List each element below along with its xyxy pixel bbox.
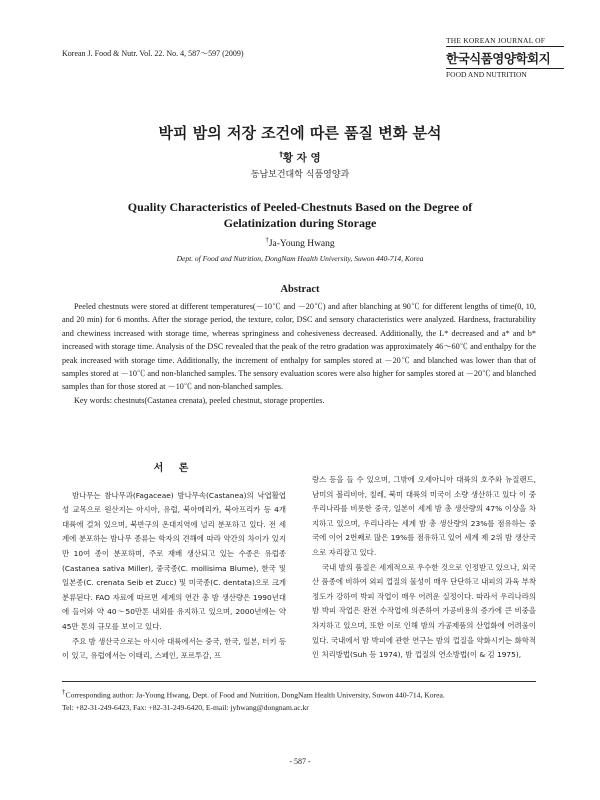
footnote-contact: Tel: +82-31-249-6423, Fax: +82-31-249-6420, E-mail: jyhwang@dongnam.ac.kr	[62, 702, 309, 712]
section-heading-introduction: 서 론	[153, 463, 195, 474]
intro-paragraph: 랑스 등을 들 수 있으며, 그밖에 오세아니아 대륙의 호주와 뉴질랜드, 남미의 볼리비아, 칠레, 북미 대륙의 미국이 소량 생산하고 있다 이 중 우리나라를 비롯한 중국, 일본이 세계 밤 총 생산량의 47% 이상을 차지하고 있으며, 우리나라는 세계 밤 총 생산량의 23%를 점유하는 중국에 이어 2번째로 많은 19%를 점유하고 있어 세계 제 2위 밤 생산국으로 자리잡고 있다.	[312, 475, 536, 557]
intro-paragraph: 국내 밤의 품질은 세계적으로 우수한 것으로 인정받고 있으나, 외국산 품종에 비하여 외피 껍질의 물성이 매우 단단하고 내피의 과육 부착 정도가 강하여 박피 작업이 매우 어려운 실정이다. 따라서 우리나라의 밤 박피 작업은 완전 수작업에 의존하여 가공비용의 증가에 큰 비중을 차지하고 있으며, 또한 이로 인해 밤의 가공제품의 산업화에 어려움이 있다. 국내에서 밤 박피에 관한 연구는 밤의 껍질을 약화시키는 화학적인 처리방법(Suh 등 1974), 밤 껍질의 연소방법(이 & 김 1975),	[312, 562, 536, 660]
footnote	[62, 686, 536, 714]
footnote-mark: †	[62, 688, 66, 696]
corresponding-mark-en: †	[265, 236, 269, 244]
abstract-body	[62, 300, 536, 407]
affiliation-korean: 동남보건대학 식품영양과	[250, 170, 350, 180]
journal-name-en-bottom: FOOD AND NUTRITION	[446, 68, 564, 79]
page-number: - 587 -	[289, 757, 311, 766]
affiliation-english: Dept. of Food and Nutrition, DongNam Health University, Suwon 440-714, Korea	[176, 254, 424, 263]
abstract-heading: Abstract	[280, 284, 320, 295]
journal-logo	[446, 36, 564, 79]
column-left	[62, 462, 286, 664]
footnote-divider	[62, 681, 536, 682]
author-english	[0, 236, 600, 249]
author-english-name: Ja-Young Hwang	[268, 239, 335, 250]
footnote-line1	[62, 686, 536, 702]
journal-citation: Korean J. Food & Nutr. Vol. 22. No. 4, 587～597 (2009)	[62, 49, 244, 58]
keywords: Key words: chestnuts(Castanea crenata), peeled chestnut, storage properties.	[74, 395, 325, 405]
journal-name-ko: 한국식품영양학회지	[446, 51, 551, 66]
intro-paragraph: 밤나무는 참나무과(Fagaceae) 밤나무속(Castanea)의 낙엽활엽성 교목으로 원산지는 아시아, 유럽, 북아메리카, 북아프리카 등 4개 대륙에 걸쳐 있으며, 북반구의 온대지역에 널리 분포하고 있다. 전 세계에 분포하는 밤나무 종류는 학자의 견해에 따라 약간의 차이가 있지만 10여 종이 분포하며, 주로 재배 생산되고 있는 수종은 유럽종(Castanea sativa Miller), 중국종(C. mollisima Blume), 한국 및 일본종(C. crenata Seib et Zucc) 및 미국종(C. dentata)으로 크게 분류된다. FAO 자료에 따르면 세계의 연간 총 밤 생산량은 1990년대에 들어와 약 40～50만톤 내외를 유지하고 있으며, 2000년에는 약 45만 톤의 규모를 보이고 있다.	[62, 490, 286, 631]
intro-paragraph: 주요 밤 생산국으로는 아시아 대륙에서는 중국, 한국, 일본, 터키 등이 있고, 유럽에서는 이태리, 스페인, 포르투갈, 프	[62, 636, 286, 661]
author-korean-name: 황 자 영	[282, 152, 321, 164]
corresponding-mark: †	[279, 150, 283, 159]
title-korean: 박피 밤의 저장 조건에 따른 품질 변화 분석	[158, 124, 442, 142]
footnote-author: Corresponding author: Ja-Young Hwang, Dept. of Food and Nutrition, DongNam Health University, Suwon 440-714, Korea.	[65, 690, 445, 700]
title-english-line2: Gelatinization during Storage	[223, 216, 377, 230]
abstract-text: Peeled chestnuts were stored at different temperatures(－10℃ and －20℃) and after blanching at 90℃ for different lengths of time(0, 10, and 20 min) for 6 months. After the storage period, the texture, color, DSC and sensory characteristics were analyzed. Hardness, fracturability and chewiness increased with storage time, whereas springiness and cohesiveness decreased. Additionally, the L* decreased and a* and b* increased with storage time. Analysis of the DSC revealed that the peak of the retro gradation was approximately 46～60℃ and enthalpy for the peak increased with storage time. Additionally, the increment of enthalpy for samples stored at －20℃ and blanched was lower than that of samples stored at －10℃ and non-blanched samples. The sensory evaluation scores were also higher for samples stored at －20℃ and blanched samples than for those stored at －10℃ and non-blanched samples.	[62, 302, 536, 392]
title-english	[80, 199, 520, 231]
journal-name-en-top: THE KOREAN JOURNAL OF	[446, 36, 564, 47]
column-right	[312, 473, 536, 663]
author-korean	[0, 150, 600, 165]
title-english-line1: Quality Characteristics of Peeled-Chestnuts Based on the Degree of	[127, 200, 473, 214]
